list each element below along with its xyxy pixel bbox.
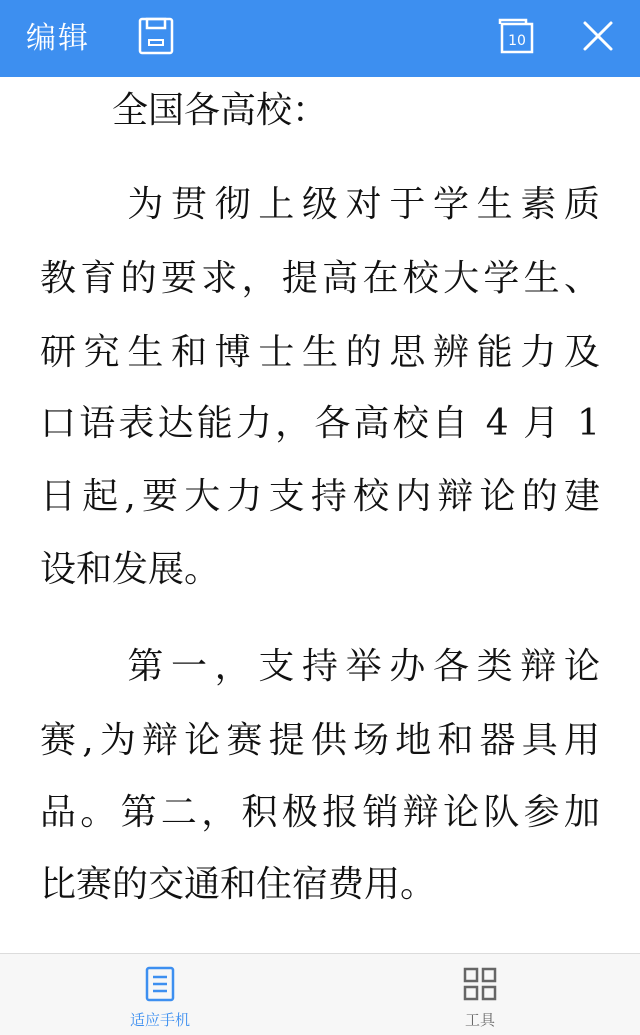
grid-icon (462, 966, 498, 1002)
text-line: 品。第二，积极报销辩论队参加 (40, 792, 600, 833)
text-line: 比赛的交通和住宿费用。 (40, 864, 437, 905)
document-view[interactable] (0, 77, 640, 953)
text-line: 第一，支持举办各类辩论 (40, 646, 600, 687)
text-line: 口语表达能力，各高校自 4 月 1 (40, 403, 600, 444)
text-line: 全国各高校： (40, 90, 329, 131)
text-line: 教育的要求，提高在校大学生、 (40, 258, 600, 299)
tools-label: 工具 (464, 1011, 495, 1029)
text-line: 为贯彻上级对于学生素质 (40, 184, 600, 225)
edit-button[interactable]: 编辑 (26, 21, 90, 56)
fit-phone-label: 适应手机 (129, 1011, 190, 1029)
document-list-icon (142, 966, 178, 1002)
bottom-bar (0, 953, 640, 1035)
pages-icon[interactable] (496, 16, 536, 56)
text-line: 设和发展。 (40, 549, 221, 590)
tools-tab[interactable] (400, 954, 560, 1035)
text-line: 日起,要大力支持校内辩论的建 (40, 476, 600, 517)
text-line: 研究生和博士生的思辨能力及 (40, 332, 600, 373)
top-toolbar (0, 0, 640, 77)
fit-phone-tab[interactable] (80, 954, 240, 1035)
close-icon[interactable] (578, 16, 618, 56)
pages-count: 10 (508, 33, 526, 49)
text-line: 赛,为辩论赛提供场地和器具用 (40, 720, 600, 761)
save-icon[interactable] (136, 16, 176, 56)
